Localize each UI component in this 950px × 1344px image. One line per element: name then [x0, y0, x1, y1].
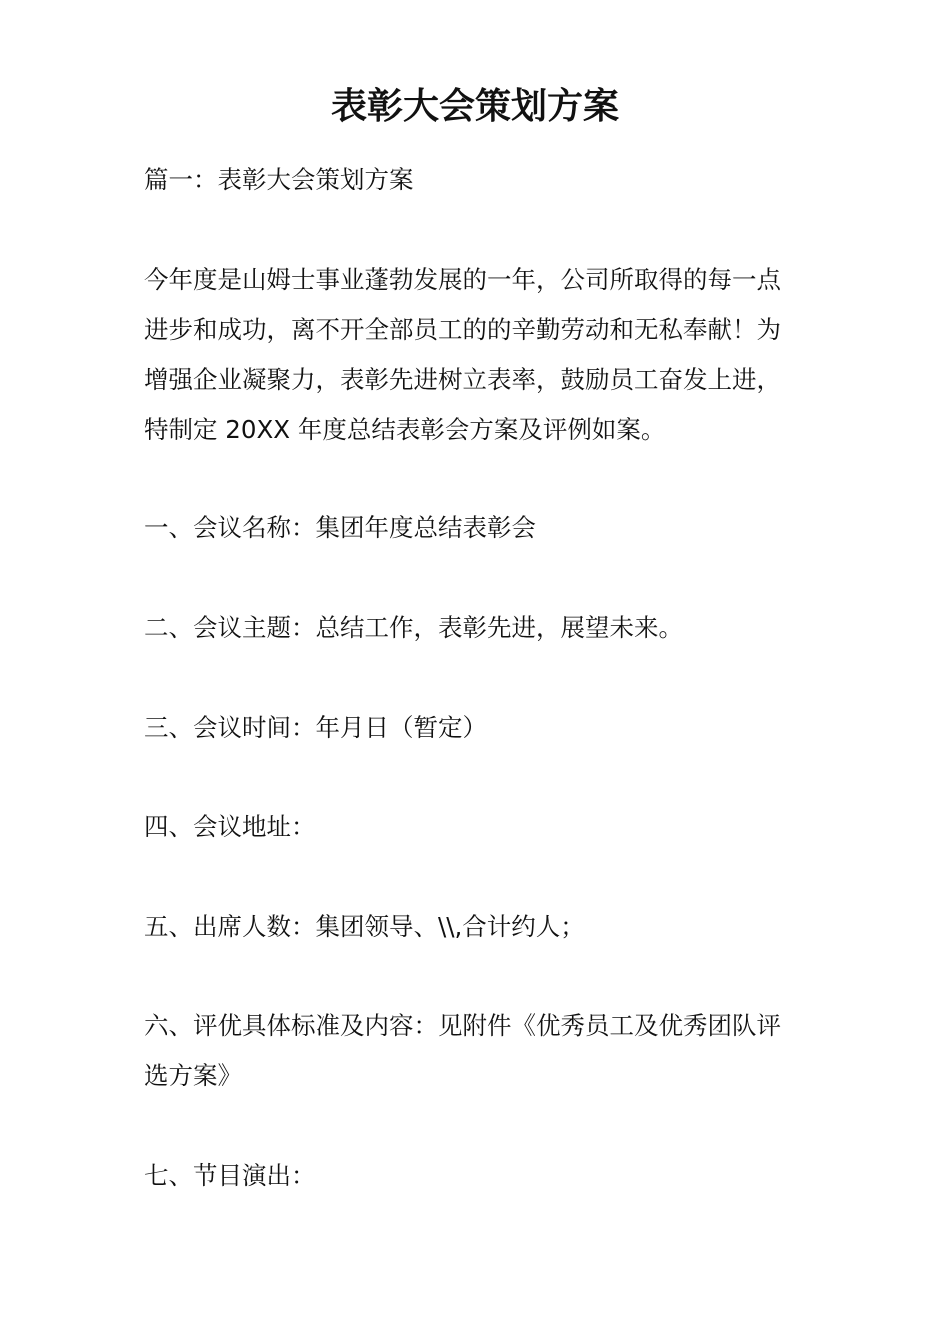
section-line: 七、节目演出：	[144, 1161, 316, 1190]
section-meeting-time	[144, 703, 810, 753]
section-line: 三、会议时间：年月日（暂定）	[144, 713, 487, 742]
intro-line: 今年度是山姆士事业蓬勃发展的一年，公司所取得的每一点	[144, 265, 781, 294]
section-performances	[144, 1151, 810, 1201]
section-line: 四、会议地址：	[144, 812, 316, 841]
section-meeting-theme	[144, 603, 810, 653]
section-attendance	[144, 902, 810, 952]
section-line: 选方案》	[144, 1061, 242, 1090]
section-meeting-name	[144, 503, 810, 553]
section-line: 一、会议名称：集团年度总结表彰会	[144, 513, 536, 542]
intro-paragraph	[144, 255, 810, 455]
section-meeting-address	[144, 802, 810, 852]
document-title: 表彰大会策划方案	[330, 85, 619, 127]
section-line: 六、评优具体标准及内容：见附件《优秀员工及优秀团队评	[144, 1011, 781, 1040]
document-subtitle	[144, 155, 810, 205]
intro-line: 特制定 20XX 年度总结表彰会方案及评例如案。	[144, 415, 666, 444]
intro-line: 增强企业凝聚力，表彰先进树立表率，鼓励员工奋发上进，	[144, 365, 781, 394]
section-line: 二、会议主题：总结工作，表彰先进，展望未来。	[144, 613, 683, 642]
section-line: 五、出席人数：集团领导、\\,合计约人；	[144, 912, 585, 941]
intro-line: 进步和成功，离不开全部员工的的辛勤劳动和无私奉献！为	[144, 315, 781, 344]
section-evaluation-criteria	[144, 1001, 810, 1101]
subtitle-line: 篇一：表彰大会策划方案	[144, 165, 414, 194]
